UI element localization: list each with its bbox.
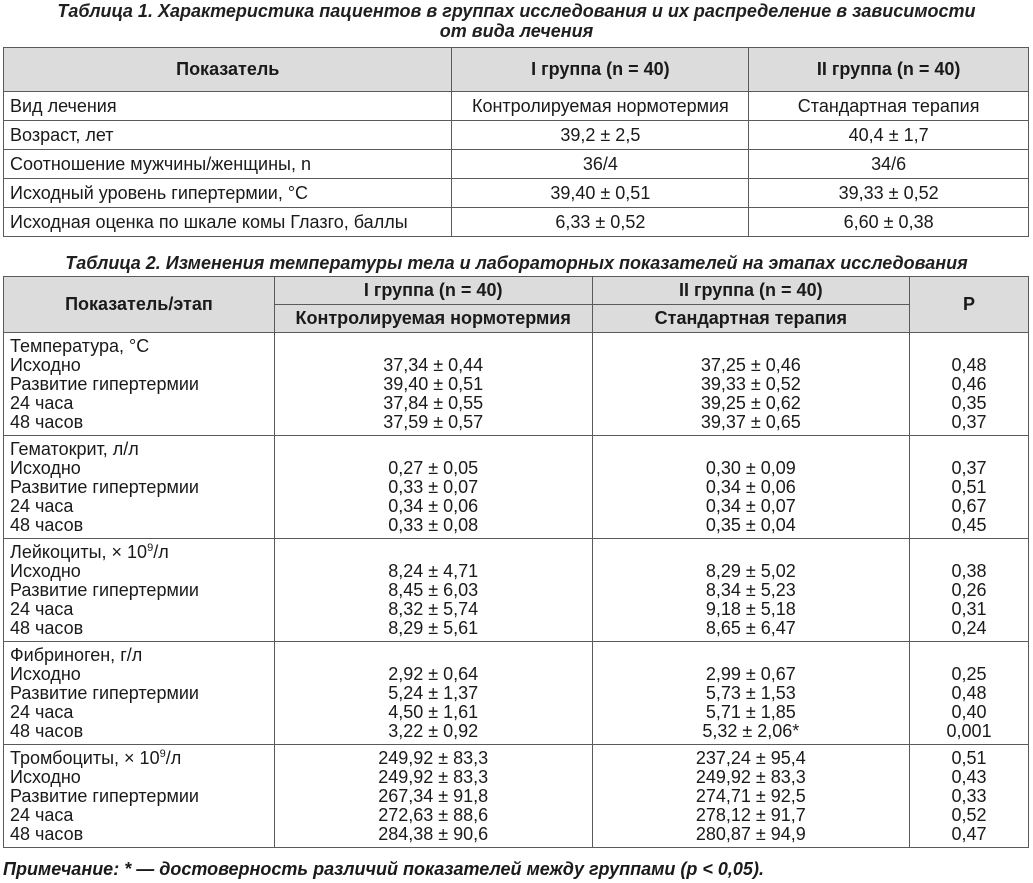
value: 39,25 ± 0,62 [700, 393, 801, 413]
table1-caption-line2: от вида лечения [439, 21, 594, 41]
block-title: Гематокрит, л/л [10, 439, 139, 459]
p-value: 0,38 [951, 561, 987, 581]
p-value: 0,47 [951, 824, 987, 844]
table1 [3, 47, 1029, 237]
table1-cell: 36/4 [452, 150, 749, 179]
value: 0,34 ± 0,06 [388, 496, 479, 516]
table-row [4, 92, 1029, 121]
table1-caption-line1: Таблица 1. Характеристика пациентов в группах исследования и их распределение в зависимости [57, 1, 976, 21]
table1-header-row [4, 48, 1029, 92]
block-group2-values [592, 333, 910, 436]
block-p-values [910, 642, 1029, 745]
block-group1-values [274, 539, 592, 642]
stage-label: 48 часов [10, 412, 84, 432]
value: 2,99 ± 0,67 [705, 664, 796, 684]
table2-caption: Таблица 2. Изменения температуры тела и лабораторных показателей на этапах исследования [65, 253, 968, 273]
value: 8,29 ± 5,61 [388, 618, 479, 638]
table-row [4, 208, 1029, 237]
value: 0,27 ± 0,05 [388, 458, 479, 478]
block-group1-values [274, 642, 592, 745]
p-value: 0,33 [951, 786, 987, 806]
table2-header-group2-sub: Стандартная терапия [592, 305, 910, 333]
table1-cell: Исходная оценка по шкале комы Глазго, баллы [4, 208, 452, 237]
value: 8,45 ± 6,03 [388, 580, 479, 600]
table1-cell: 39,2 ± 2,5 [452, 121, 749, 150]
block-p-values [910, 436, 1029, 539]
value: 5,71 ± 1,85 [705, 702, 796, 722]
block-group2-values [592, 436, 910, 539]
table1-caption [0, 1, 1033, 41]
block-labels [4, 333, 275, 436]
stage-label: 24 часа [10, 599, 74, 619]
value: 37,34 ± 0,44 [383, 355, 484, 375]
block-labels [4, 539, 275, 642]
table1-header-indicator: Показатель [4, 48, 452, 92]
value: 0,34 ± 0,06 [705, 477, 796, 497]
value: 267,34 ± 91,8 [378, 786, 489, 806]
table1-cell: 39,40 ± 0,51 [452, 179, 749, 208]
table-row [4, 150, 1029, 179]
value: 274,71 ± 92,5 [695, 786, 806, 806]
stage-label: 48 часов [10, 515, 84, 535]
block-group2-values [592, 642, 910, 745]
value: 5,73 ± 1,53 [705, 683, 796, 703]
block-group2-values [592, 539, 910, 642]
p-value: 0,52 [951, 805, 987, 825]
value: 280,87 ± 94,9 [695, 824, 806, 844]
table-row [4, 179, 1029, 208]
value: 0,30 ± 0,09 [705, 458, 796, 478]
table2-header-group1: I группа (n = 40) [274, 277, 592, 305]
table-note: Примечание: * — достоверность различий показателей между группами (р < 0,05). [3, 859, 764, 879]
stage-label: Исходно [10, 355, 81, 375]
value: 278,12 ± 91,7 [695, 805, 806, 825]
value: 249,92 ± 83,3 [378, 748, 489, 768]
stage-label: Развитие гипертермии [10, 580, 199, 600]
table1-header-group2: II группа (n = 40) [749, 48, 1029, 92]
table2-header-group2: II группа (n = 40) [592, 277, 910, 305]
stage-label: 48 часов [10, 824, 84, 844]
block-group1-values [274, 745, 592, 848]
p-value: 0,001 [946, 721, 992, 741]
block-group1-values [274, 436, 592, 539]
table1-cell: Соотношение мужчины/женщины, n [4, 150, 452, 179]
value: 4,50 ± 1,61 [388, 702, 479, 722]
value: 8,65 ± 6,47 [705, 618, 796, 638]
value: 0,34 ± 0,07 [705, 496, 796, 516]
p-value: 0,35 [951, 393, 987, 413]
table1-cell: Вид лечения [4, 92, 452, 121]
p-value: 0,25 [951, 664, 987, 684]
p-value: 0,40 [951, 702, 987, 722]
stage-label: Исходно [10, 561, 81, 581]
block-title: Лейкоциты, × $10^9/л$ [10, 542, 169, 562]
stage-label: Исходно [10, 458, 81, 478]
table-row [4, 436, 1029, 539]
block-title: Фибриноген, г/л [10, 645, 143, 665]
table-row [4, 539, 1029, 642]
table1-cell: Исходный уровень гипертермии, °С [4, 179, 452, 208]
block-p-values [910, 539, 1029, 642]
stage-label: Развитие гипертермии [10, 477, 199, 497]
table-row [4, 745, 1029, 848]
value: 8,29 ± 5,02 [705, 561, 796, 581]
value: 5,32 ± 2,06* [702, 721, 800, 741]
table1-cell: 40,4 ± 1,7 [749, 121, 1029, 150]
value: 5,24 ± 1,37 [388, 683, 479, 703]
table2-header-row [4, 277, 1029, 305]
value: 272,63 ± 88,6 [378, 805, 489, 825]
value: 249,92 ± 83,3 [378, 767, 489, 787]
value: 39,40 ± 0,51 [383, 374, 484, 394]
p-value: 0,46 [951, 374, 987, 394]
table1-cell: 39,33 ± 0,52 [749, 179, 1029, 208]
p-value: 0,51 [951, 748, 987, 768]
value: 39,33 ± 0,52 [700, 374, 801, 394]
stage-label: 24 часа [10, 702, 74, 722]
stage-label: Развитие гипертермии [10, 374, 199, 394]
block-p-values [910, 333, 1029, 436]
block-p-values [910, 745, 1029, 848]
block-group2-values [592, 745, 910, 848]
value: 9,18 ± 5,18 [705, 599, 796, 619]
table1-cell: 34/6 [749, 150, 1029, 179]
table2-header-indicator: Показатель/этап [4, 277, 275, 333]
p-value: 0,48 [951, 683, 987, 703]
table2 [3, 276, 1029, 848]
value: 37,59 ± 0,57 [383, 412, 484, 432]
stage-label: 48 часов [10, 721, 84, 741]
value: 0,33 ± 0,07 [388, 477, 479, 497]
stage-label: 24 часа [10, 496, 74, 516]
stage-label: Развитие гипертермии [10, 683, 199, 703]
p-value: 0,67 [951, 496, 987, 516]
value: 8,32 ± 5,74 [388, 599, 479, 619]
table1-header-group1: I группа (n = 40) [452, 48, 749, 92]
table1-cell: 6,60 ± 0,38 [749, 208, 1029, 237]
p-value: 0,37 [951, 412, 987, 432]
value: 37,25 ± 0,46 [700, 355, 801, 375]
block-labels [4, 436, 275, 539]
block-labels [4, 642, 275, 745]
value: 237,24 ± 95,4 [695, 748, 806, 768]
value: 284,38 ± 90,6 [378, 824, 489, 844]
value: 3,22 ± 0,92 [388, 721, 479, 741]
table2-header-p: Р [910, 277, 1029, 333]
stage-label: Исходно [10, 767, 81, 787]
stage-label: 24 часа [10, 805, 74, 825]
value: 0,33 ± 0,08 [388, 515, 479, 535]
value: 249,92 ± 83,3 [695, 767, 806, 787]
block-title: Температура, °С [10, 336, 150, 356]
value: 8,34 ± 5,23 [705, 580, 796, 600]
value: 0,35 ± 0,04 [705, 515, 796, 535]
stage-label: 48 часов [10, 618, 84, 638]
p-value: 0,43 [951, 767, 987, 787]
value: 39,37 ± 0,65 [700, 412, 801, 432]
table1-cell: Стандартная терапия [749, 92, 1029, 121]
stage-label: Развитие гипертермии [10, 786, 199, 806]
p-value: 0,26 [951, 580, 987, 600]
p-value: 0,24 [951, 618, 987, 638]
table-row [4, 333, 1029, 436]
p-value: 0,51 [951, 477, 987, 497]
stage-label: 24 часа [10, 393, 74, 413]
p-value: 0,37 [951, 458, 987, 478]
p-value: 0,45 [951, 515, 987, 535]
block-title: Тромбоциты, × $10^9/л$ [10, 748, 182, 768]
table1-cell: Возраст, лет [4, 121, 452, 150]
block-labels [4, 745, 275, 848]
block-group1-values [274, 333, 592, 436]
table1-cell: 6,33 ± 0,52 [452, 208, 749, 237]
table1-cell: Контролируемая нормотермия [452, 92, 749, 121]
p-value: 0,31 [951, 599, 987, 619]
p-value: 0,48 [951, 355, 987, 375]
stage-label: Исходно [10, 664, 81, 684]
table-row [4, 121, 1029, 150]
table2-header-group1-sub: Контролируемая нормотермия [274, 305, 592, 333]
table-row [4, 642, 1029, 745]
value: 37,84 ± 0,55 [383, 393, 484, 413]
value: 8,24 ± 4,71 [388, 561, 479, 581]
value: 2,92 ± 0,64 [388, 664, 479, 684]
